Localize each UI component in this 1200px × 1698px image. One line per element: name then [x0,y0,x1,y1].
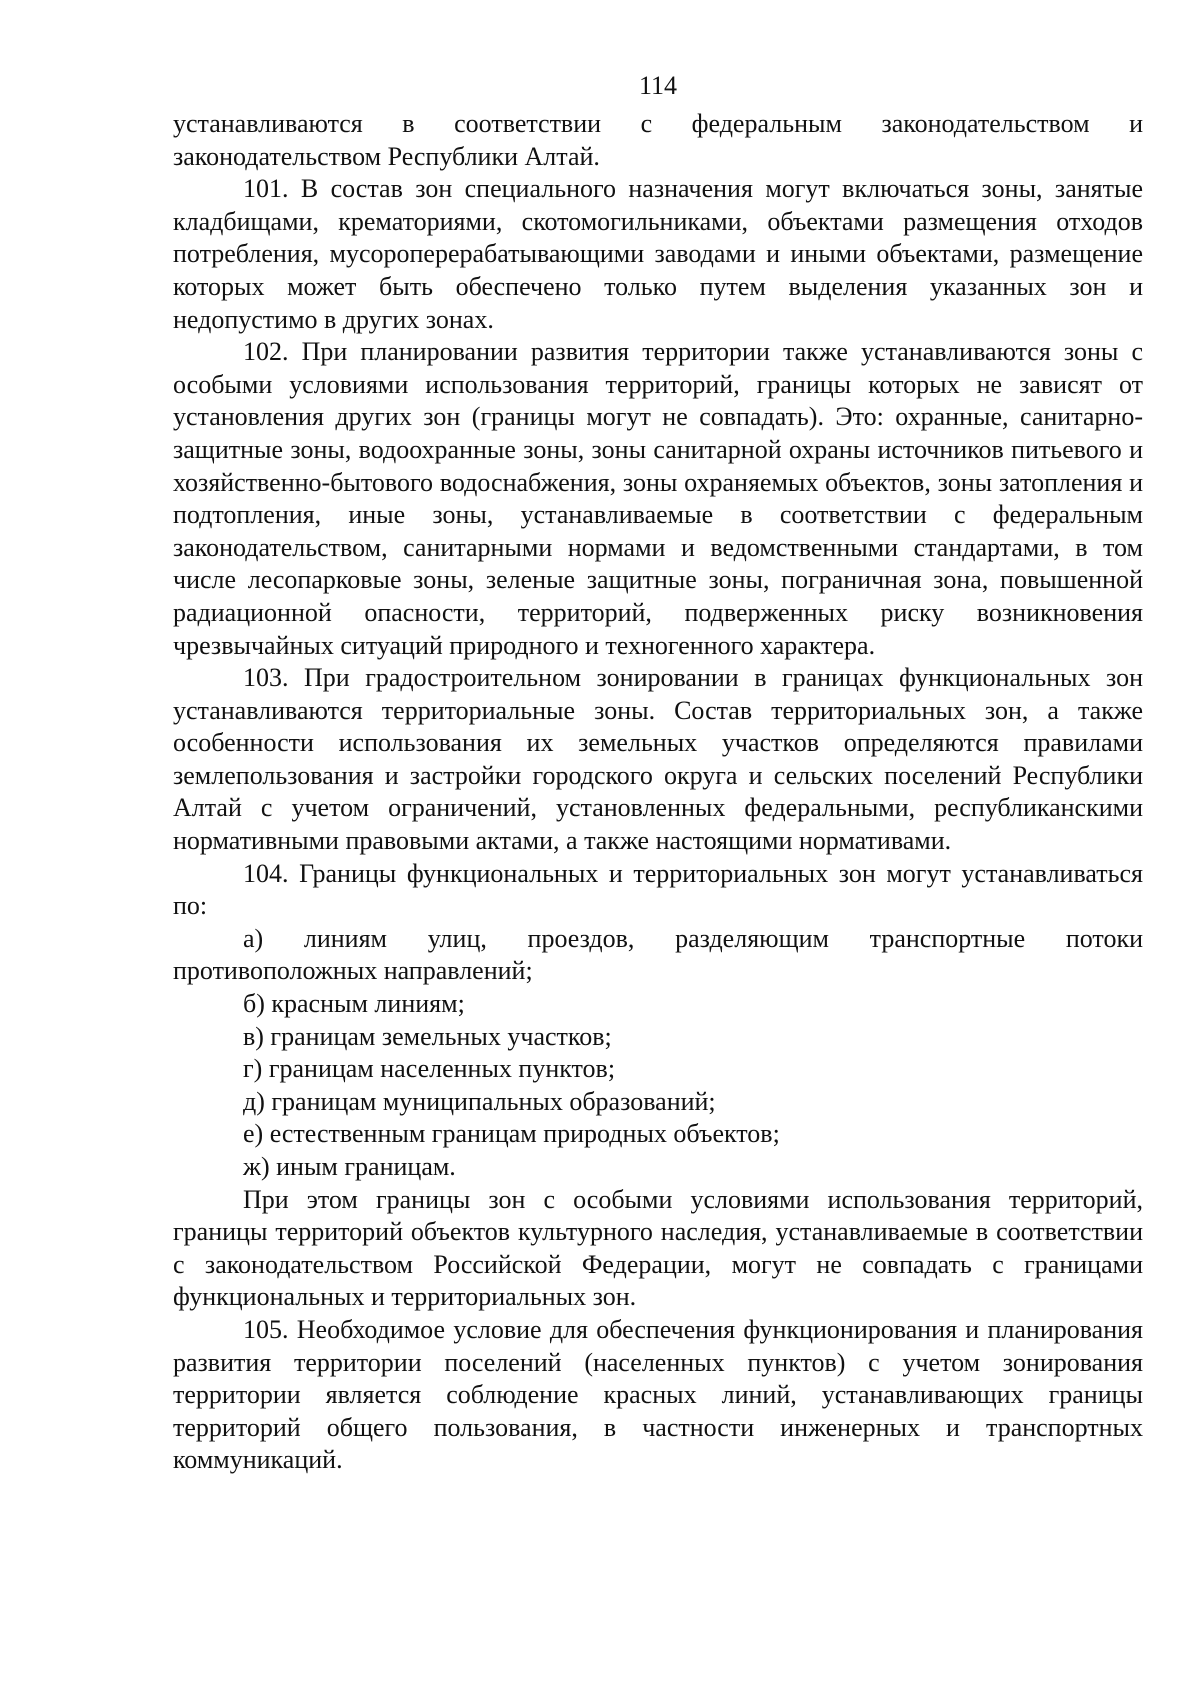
paragraph: 105. Необходимое условие для обеспечения функционирования и планирования развития территории поселений (населенных пунктов) с учетом зонирования территории является соблюдение красных линий, устанавливающих границы территорий общего пользования, в частности инженерных и транспортных коммуникаций. [173,1314,1143,1475]
page-number: 114 [638,71,678,100]
paragraph: в) границам земельных участков; [243,1021,612,1051]
paragraph: е) естественным границам природных объектов; [243,1119,780,1149]
paragraph: устанавливаются в соответствии с федеральным законодательством и законодательством Республики Алтай. [173,109,1143,171]
paragraph: ж) иным границам. [243,1152,456,1181]
paragraph: 102. При планировании развития территории также устанавливаются зоны с особыми условиями использования территорий, границы которых не зависят от установления других зон (границы могут не совпадать). Это: охранные, санитарно-защитные зоны, водоохранные зоны, зоны санитарной охраны источников питьевого и хозяйственно-бытового водоснабжения, зоны охраняемых объектов, зоны затопления и подтопления, иные зоны, устанавливаемые в соответствии с федеральным законодательством, санитарными нормами и ведомственными стандартами, в том числе лесопарковые зоны, зеленые защитные зоны, пограничная зона, повышенной радиационной опасности, территорий, подверженных риску возникновения чрезвычайных ситуаций природного и техногенного характера. [173,337,1143,660]
paragraph: д) границам муниципальных образований; [243,1086,716,1116]
paragraph: 104. Границы функциональных и территориальных зон могут устанавливаться по: [173,858,1143,921]
paragraph: При этом границы зон с особыми условиями использования территорий, границы территорий объектов культурного наследия, устанавливаемые в соответствии с законодательством Российской Федерации, могут не совпадать с границами функциональных и территориальных зон. [173,1184,1143,1312]
paragraph: б) красным линиям; [243,989,465,1019]
paragraph: а) линиям улиц, проездов, разделяющим транспортные потоки противоположных направлений; [173,923,1143,986]
document-body [173,108,1143,1477]
paragraph: 101. В состав зон специального назначения могут включаться зоны, занятые кладбищами, крематориями, скотомогильниками, объектами размещения отходов потребления, мусороперерабатывающими заводами и иными объектами, размещение которых может быть обеспечено только путем выделения указанных зон и недопустимо в других зонах. [173,174,1143,334]
paragraph: 103. При градостроительном зонировании в границах функциональных зон устанавливаются территориальные зоны. Состав территориальных зон, а также особенности использования их земельных участков определяются правилами землепользования и застройки городского округа и сельских поселений Республики Алтай с учетом ограничений, установленных федеральными, республиканскими нормативными правовыми актами, а также настоящими нормативами. [173,663,1143,856]
paragraph: г) границам населенных пунктов; [243,1054,616,1084]
document-page [173,70,1143,1477]
